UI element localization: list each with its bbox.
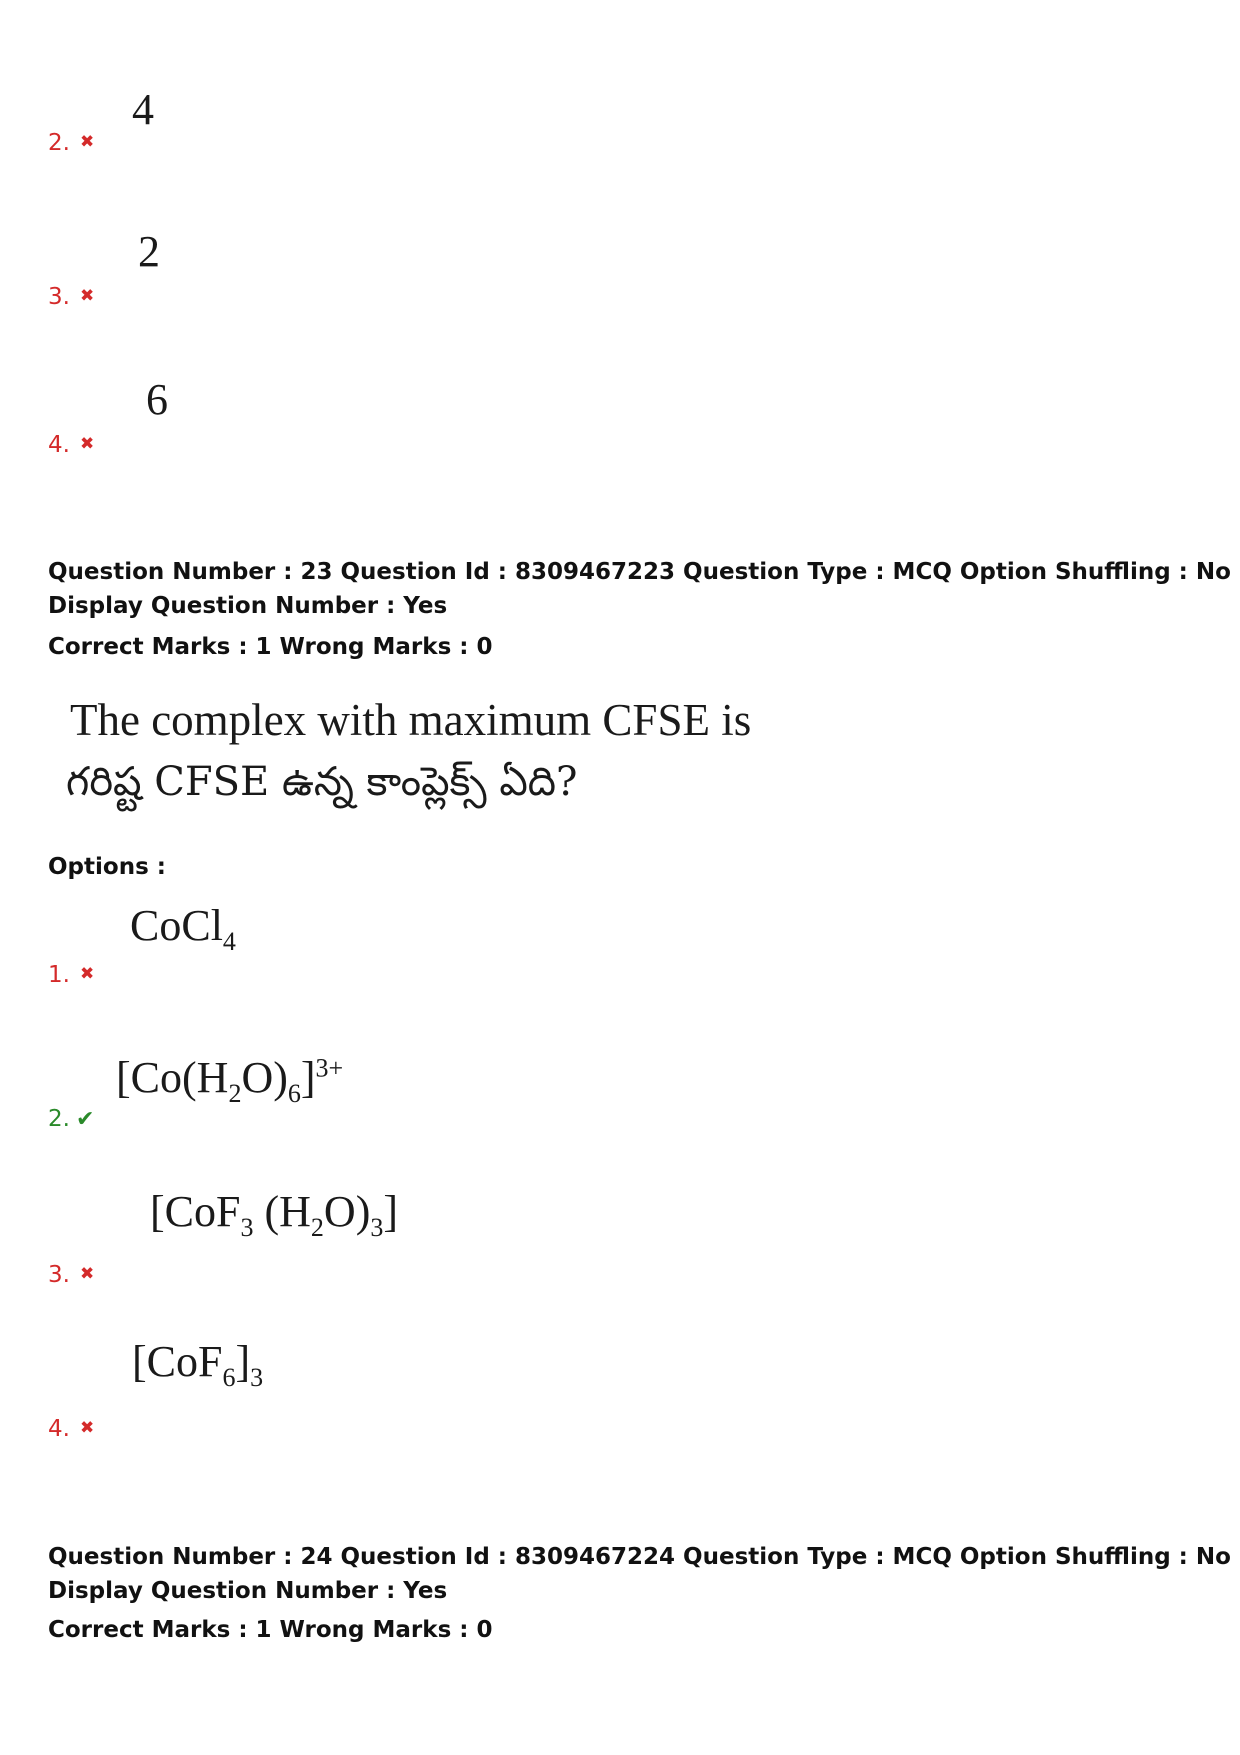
wrong-icon: ✖ [79, 964, 95, 984]
option-number: 2. ✖ [48, 130, 95, 156]
option-value: 2 [138, 227, 160, 276]
question-header [48, 1540, 1231, 1608]
wrong-icon: ✖ [79, 1264, 95, 1284]
question-marks: Correct Marks : 1 Wrong Marks : 0 [48, 1617, 493, 1643]
option-formula: [CoF$_3$ $(H_2O)_3$] [150, 1187, 399, 1242]
option-formula: $[CoF_6]_3$ [132, 1337, 264, 1392]
question-text-english: The complex with maximum CFSE is [70, 695, 752, 745]
option-formula: CoCl$_4$ [130, 901, 236, 956]
option-value: 6 [146, 375, 168, 424]
display-question-number: Display Question Number : Yes [48, 1578, 448, 1604]
option-number: 1. ✖ [48, 962, 95, 988]
question-marks: Correct Marks : 1 Wrong Marks : 0 [48, 634, 493, 660]
option-number: 3. ✖ [48, 284, 95, 310]
question-text-telugu: గరిష్ట CFSE ఉన్న కాంప్లెక్స్ ఏది? [66, 759, 578, 805]
wrong-icon: ✖ [79, 434, 95, 454]
option-number: 2. ✔ [48, 1106, 95, 1132]
options-label: Options : [48, 854, 166, 880]
wrong-icon: ✖ [79, 286, 95, 306]
option-formula: $[Co(H_2O)_6]^{3+}$ [116, 1053, 344, 1108]
question-info-line: Question Number : 24 Question Id : 8309467224 Question Type : MCQ Option Shuffling : No [48, 1544, 1231, 1570]
wrong-icon: ✖ [79, 132, 95, 152]
question-header [48, 555, 1231, 623]
option-number: 3. ✖ [48, 1262, 95, 1288]
wrong-icon: ✖ [79, 1418, 95, 1438]
option-number: 4. ✖ [48, 1416, 95, 1442]
option-value: 4 [132, 85, 154, 134]
question-info-line: Question Number : 23 Question Id : 8309467223 Question Type : MCQ Option Shuffling : No [48, 559, 1231, 585]
check-icon: ✔ [75, 1107, 95, 1132]
display-question-number: Display Question Number : Yes [48, 593, 448, 619]
option-number: 4. ✖ [48, 432, 95, 458]
